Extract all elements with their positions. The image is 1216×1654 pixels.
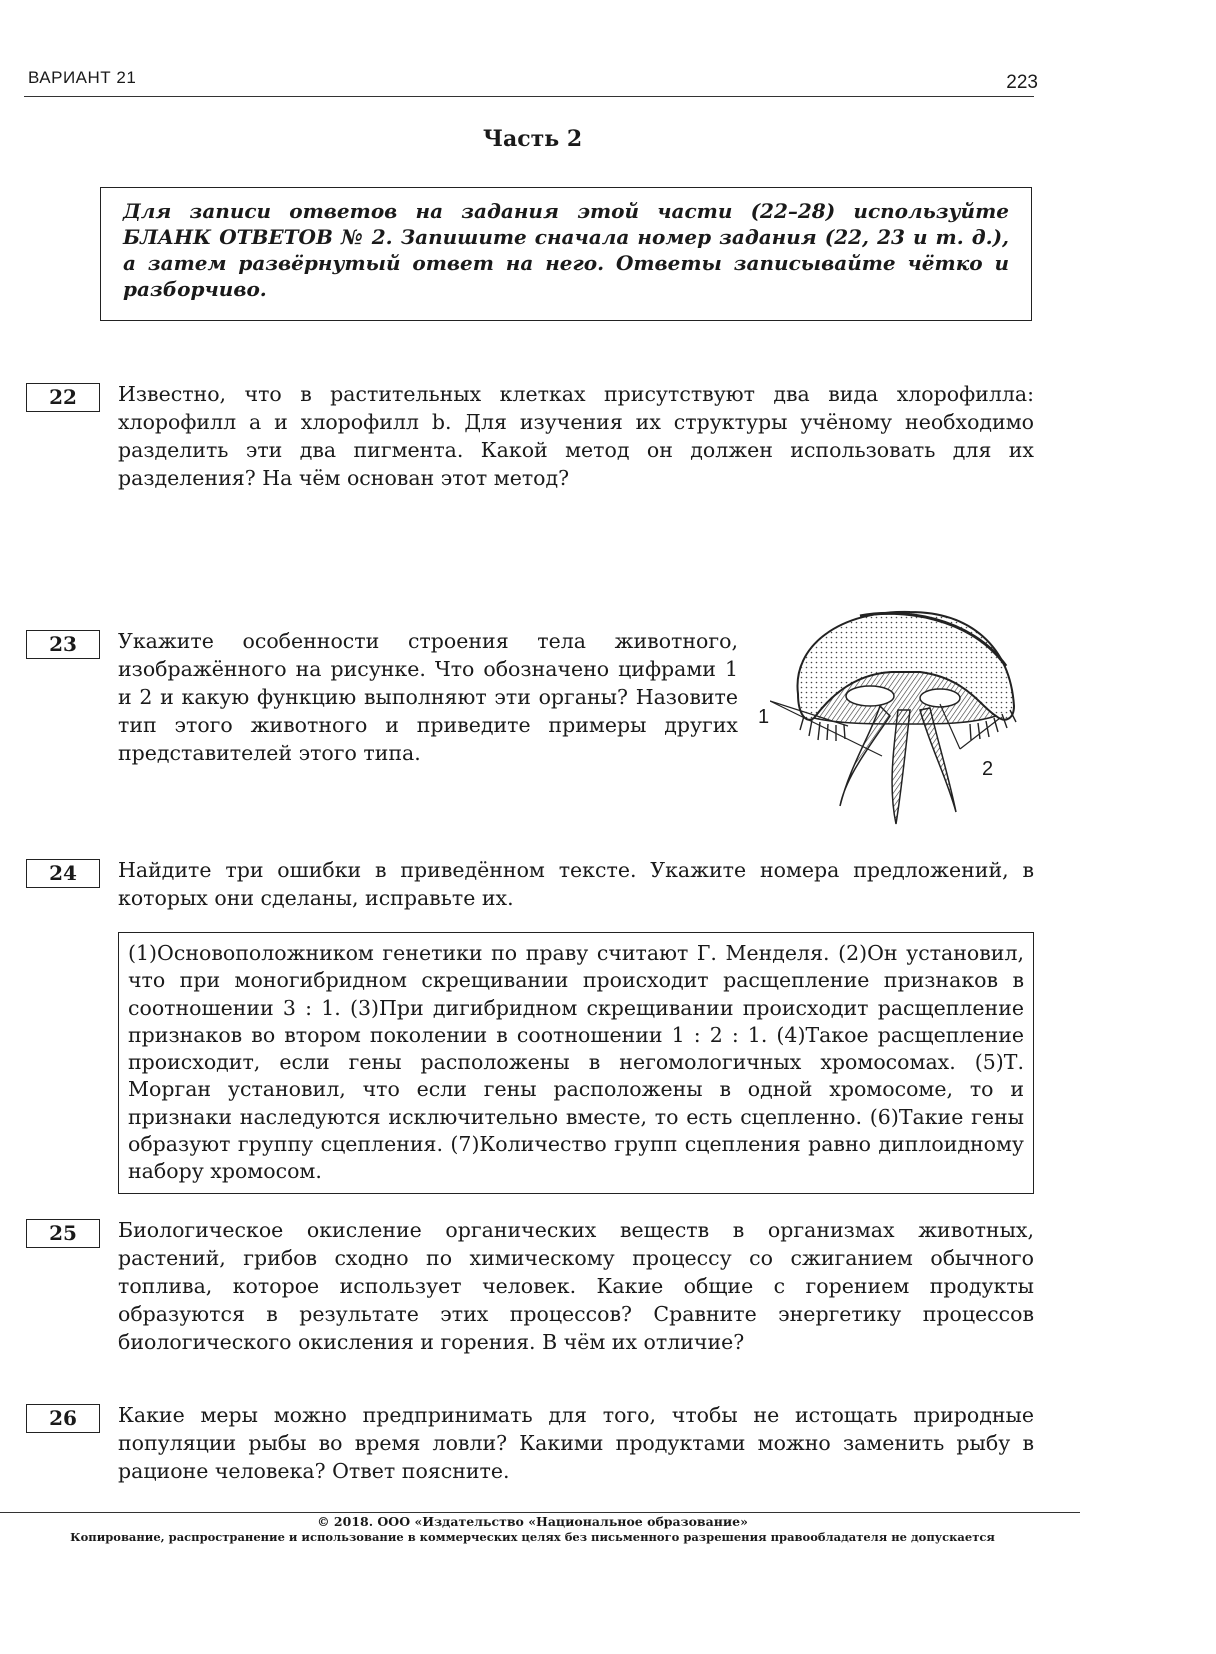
part-title: Часть 2 [482,126,583,152]
question-number-22: 22 [26,383,100,412]
variant-label: ВАРИАНТ 21 [28,68,137,87]
question-text-25: Биологическое окисление органических веществ в организмах животных, растений, грибов сходно по химическому процессу со сжиганием обычного топлива, которое использует человек. Какие общие с горением продукты образуются в результате этих процессов? Сравните энергетику процессов биологического окисления и горения. В чём их отличие? [118,1218,1034,1354]
question-text-24: Найдите три ошибки в приведённом тексте. Укажите номера предложений, в которых они сделаны, исправьте их. [118,858,1034,910]
question-number-24: 24 [26,859,100,888]
jellyfish-illustration [770,606,1040,830]
figure-label-1: 1 [758,706,770,728]
figure-label-2: 2 [982,758,994,780]
error-passage-text: (1)Основоположником генетики по праву считают Г. Менделя. (2)Он установил, что при моногибридном скрещивании происходит расщепление признаков в соотношении 3 : 1. (3)При дигибридном скрещивании происходит расщепление признаков во втором поколении в соотношении 1 : 2 : 1. (4)Такое расщепление происходит, если гены расположены в негомологичных хромосомах. (5)Т. Морган установил, что если гены расположены в одной хромосоме, то и признаки наследуются исключительно вместе, то есть сцепленно. (6)Такие гены образуют группу сцепления. (7)Количество групп сцепления равно диплоидному набору хромосом. [128,941,1024,1184]
footer-divider [0,1512,1080,1513]
question-number-26: 26 [26,1404,100,1433]
footer-copyright: © 2018. ООО «Издательство «Национальное образование» [317,1514,748,1529]
error-passage-box [118,932,1034,1194]
page-number: 223 [1006,72,1038,93]
question-text-22: Известно, что в растительных клетках присутствуют два вида хлорофилла: хлорофилл a и хлорофилл b. Для изучения их структуры учёному необходимо разделить эти два пигмента. Какой метод он должен использовать для их разделения? На чём основан этот метод? [118,382,1034,490]
instructions-text: Для записи ответов на задания этой части (22–28) используйте БЛАНК ОТВЕТОВ № 2. Запишите сначала номер задания (22, 23 и т. д.), а затем развёрнутый ответ на него. Ответы записывайте чётко и разборчиво. [123,199,1009,301]
question-text-26: Какие меры можно предпринимать для того, чтобы не истощать природные популяции рыбы во время ловли? Какими продуктами можно заменить рыбу в рационе человека? Ответ поясните. [118,1403,1034,1483]
instructions-box [100,187,1032,321]
header-divider [24,96,1034,97]
question-number-25: 25 [26,1219,100,1248]
question-text-23: Укажите особенности строения тела животного, изображённого на рисунке. Что обозначено цифрами 1 и 2 и какую функцию выполняют эти органы? Назовите тип этого животного и приведите примеры других представителей этого типа. [118,629,738,765]
footer-notice: Копирование, распространение и использование в коммерческих целях без письменного разрешения правообладателя не допускается [70,1530,995,1544]
question-number-23: 23 [26,630,100,659]
